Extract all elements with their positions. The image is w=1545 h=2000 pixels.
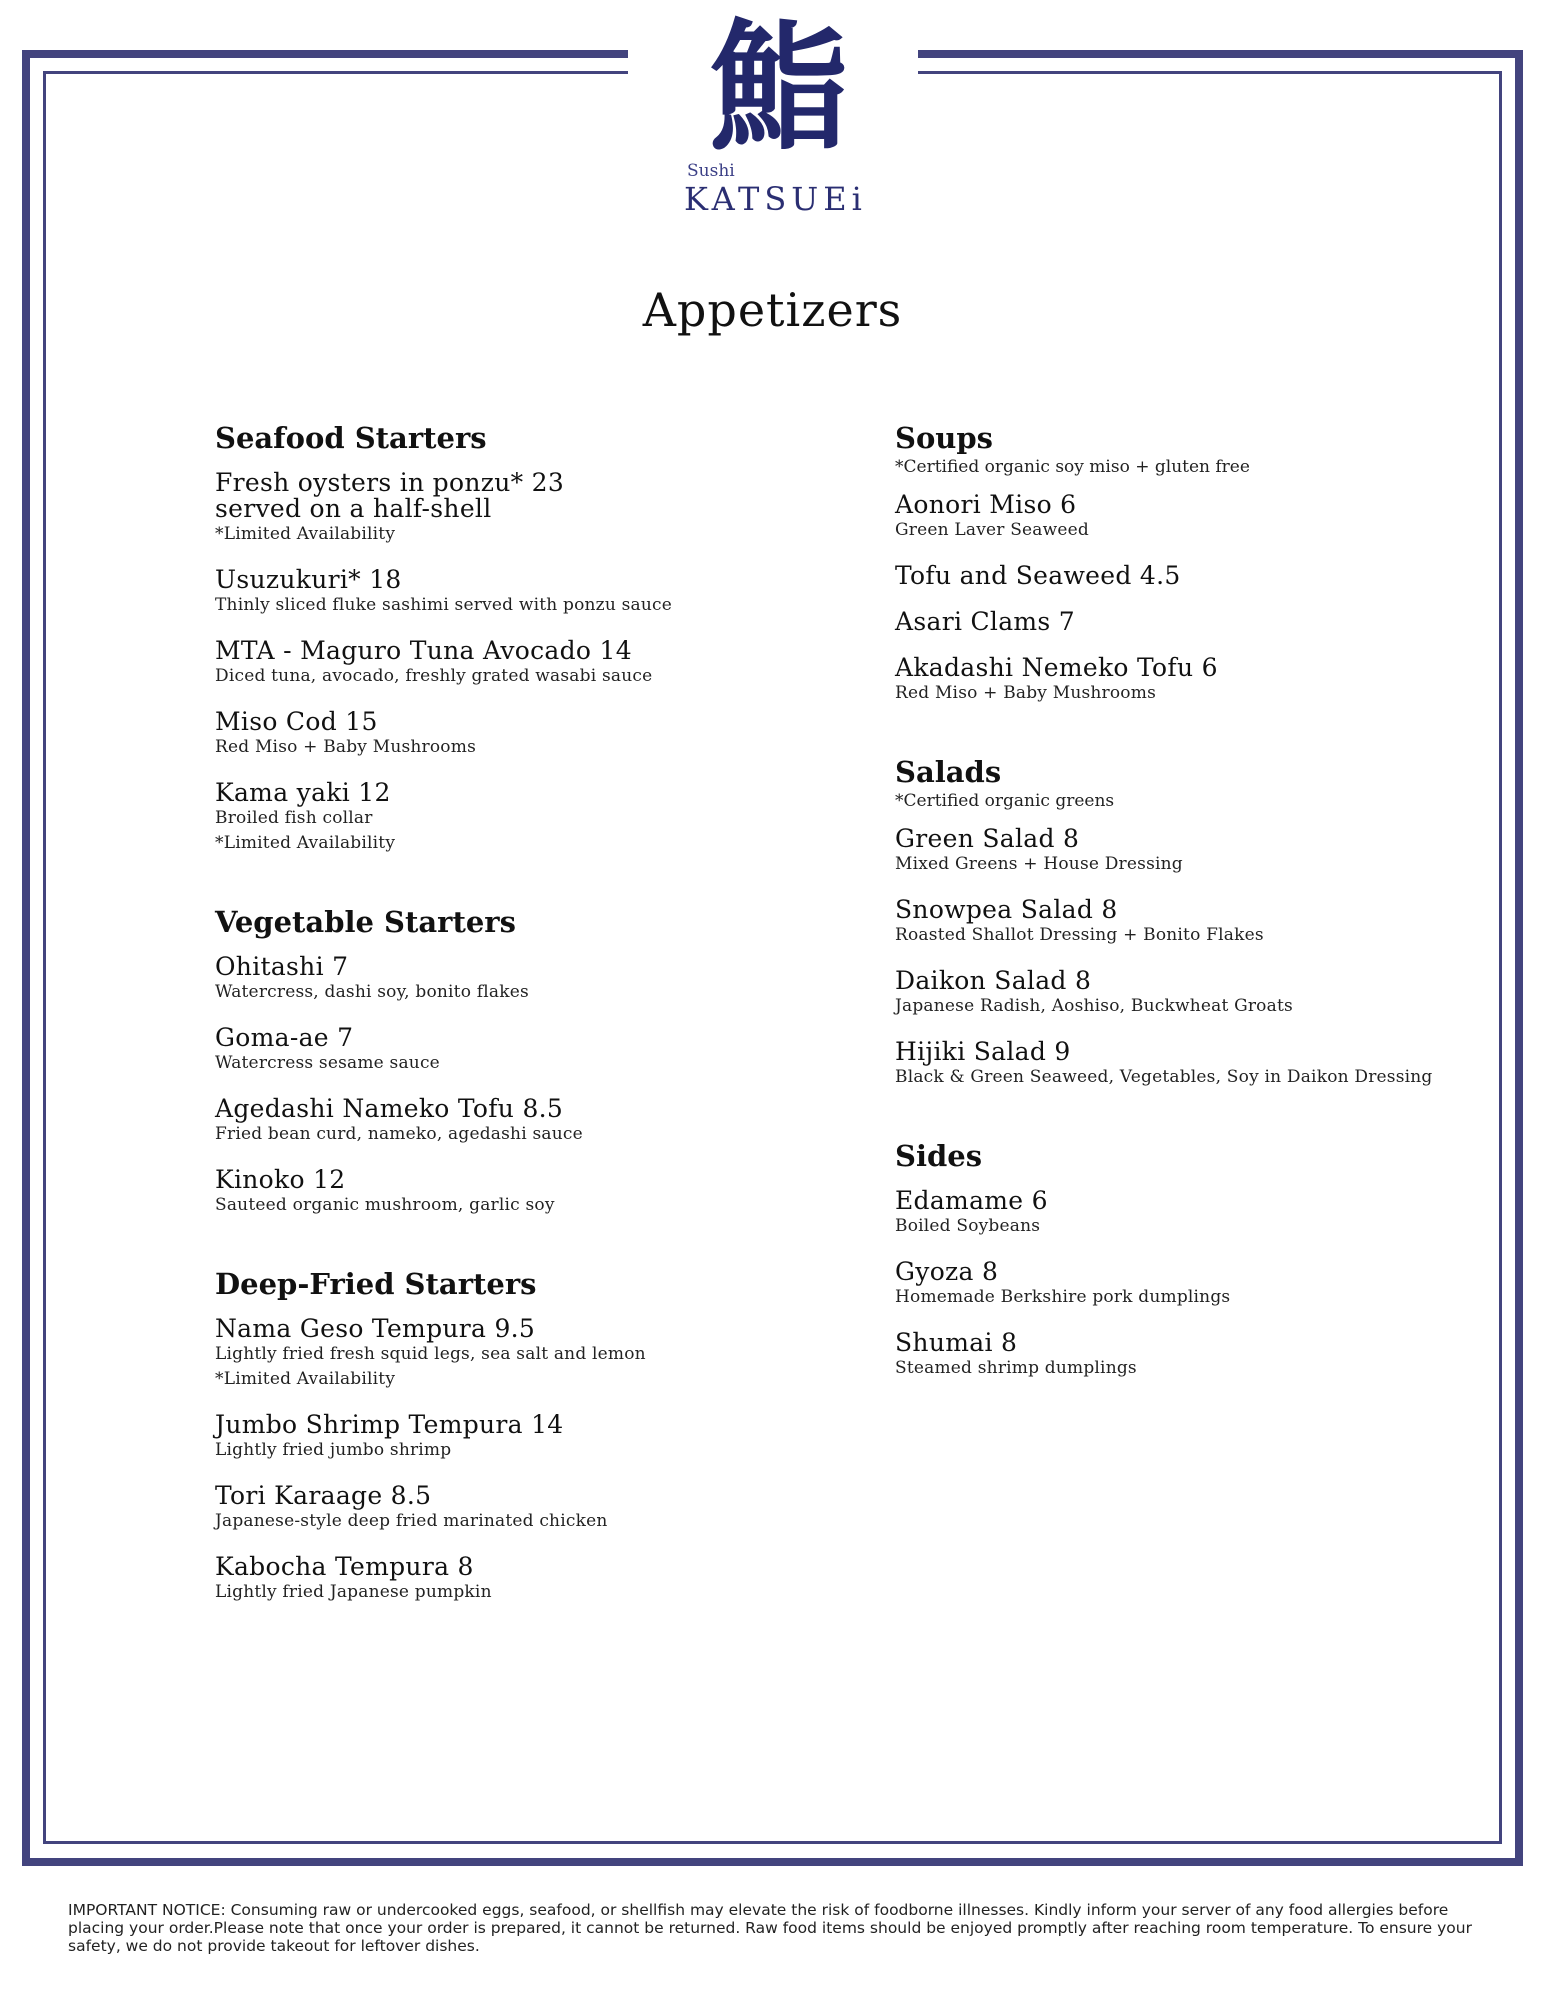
menu-item (895, 609, 1455, 635)
item-name: Asari Clams 7 (895, 607, 1075, 636)
menu-item (215, 470, 855, 547)
item-name: Shumai 8 (895, 1328, 1018, 1357)
item-desc: Fried bean curd, nameko, agedashi sauce (215, 1124, 583, 1144)
important-notice (68, 1901, 1488, 1955)
item-name: Tori Karaage 8.5 (215, 1481, 432, 1510)
item-desc: Japanese-style deep fried marinated chicken (215, 1511, 608, 1531)
menu-item (215, 1167, 855, 1218)
item-desc: Roasted Shallot Dressing + Bonito Flakes (895, 925, 1264, 945)
item-name: Aonori Miso 6 (895, 490, 1077, 519)
menu-item (215, 1316, 855, 1392)
section-title: Sides (895, 1139, 983, 1173)
item-name-line2: served on a half-shell (215, 494, 492, 523)
item-desc: Homemade Berkshire pork dumplings (895, 1287, 1231, 1307)
section-deep-fried-starters (215, 1266, 855, 1605)
item-name: Kabocha Tempura 8 (215, 1552, 474, 1581)
item-desc: Sauteed organic mushroom, garlic soy (215, 1195, 555, 1215)
item-desc: Red Miso + Baby Mushrooms (215, 737, 476, 757)
item-name: Daikon Salad 8 (895, 966, 1092, 995)
item-desc: Watercress, dashi soy, bonito flakes (215, 982, 529, 1002)
item-name: Kama yaki 12 (215, 778, 391, 807)
item-name: Usuzukuri* 18 (215, 565, 402, 594)
item-name: Akadashi Nemeko Tofu 6 (895, 653, 1218, 682)
item-desc: Boiled Soybeans (895, 1216, 1041, 1236)
item-desc: Thinly sliced fluke sashimi served with ponzu sauce (215, 595, 672, 615)
section-soups (895, 420, 1455, 706)
item-name: Fresh oysters in ponzu* 23 (215, 468, 565, 497)
menu-item (895, 655, 1455, 706)
menu-item (215, 780, 855, 856)
section-title: Deep-Fried Starters (215, 1267, 537, 1301)
item-name: MTA - Maguro Tuna Avocado 14 (215, 636, 632, 665)
left-column (215, 420, 855, 1653)
logo-sub: Sushi (687, 161, 735, 181)
item-desc: Black & Green Seaweed, Vegetables, Soy in Daikon Dressing (895, 1067, 1433, 1087)
item-name: Gyoza 8 (895, 1257, 999, 1286)
menu-item (215, 1554, 855, 1605)
item-name: Ohitashi 7 (215, 952, 349, 981)
item-name: Jumbo Shrimp Tempura 14 (215, 1410, 564, 1439)
item-name: Nama Geso Tempura 9.5 (215, 1314, 536, 1343)
item-desc: Japanese Radish, Aoshiso, Buckwheat Groats (895, 996, 1293, 1016)
section-vegetable-starters (215, 904, 855, 1218)
item-desc: Lightly fried fresh squid legs, sea salt and lemon (215, 1344, 646, 1364)
section-title: Vegetable Starters (215, 905, 516, 939)
item-name: Hijiki Salad 9 (895, 1037, 1071, 1066)
section-title: Salads (895, 755, 1002, 789)
item-desc: Mixed Greens + House Dressing (895, 854, 1183, 874)
section-sides (895, 1138, 1455, 1381)
menu-item (895, 826, 1455, 877)
item-desc: Lightly fried jumbo shrimp (215, 1440, 452, 1460)
section-title: Seafood Starters (215, 421, 487, 455)
menu-item (895, 492, 1455, 543)
item-name: Kinoko 12 (215, 1165, 346, 1194)
item-name: Miso Cod 15 (215, 707, 378, 736)
menu-item (215, 638, 855, 689)
item-desc: Watercress sesame sauce (215, 1053, 440, 1073)
menu-item (895, 1188, 1455, 1239)
right-column (895, 420, 1455, 1429)
item-name: Tofu and Seaweed 4.5 (895, 561, 1181, 590)
menu-item (895, 1259, 1455, 1310)
menu-item (215, 709, 855, 760)
item-name: Agedashi Nameko Tofu 8.5 (215, 1094, 564, 1123)
menu-item (215, 1096, 855, 1147)
item-desc: Diced tuna, avocado, freshly grated wasabi sauce (215, 666, 653, 686)
item-desc-note: *Limited Availability (215, 833, 396, 853)
menu-item (215, 567, 855, 618)
menu-item (215, 1412, 855, 1463)
item-desc: Broiled fish collar (215, 808, 373, 828)
menu-item (215, 1483, 855, 1534)
menu-item (215, 1025, 855, 1076)
item-name: Snowpea Salad 8 (895, 895, 1118, 924)
item-desc: Steamed shrimp dumplings (895, 1358, 1137, 1378)
section-note: *Certified organic greens (895, 791, 1115, 811)
item-name: Green Salad 8 (895, 824, 1080, 853)
menu-item (895, 968, 1455, 1019)
menu-item (895, 1039, 1455, 1090)
notice-label: IMPORTANT NOTICE: (68, 1901, 226, 1919)
section-title: Soups (895, 421, 993, 455)
section-salads (895, 754, 1455, 1090)
item-desc: *Limited Availability (215, 524, 396, 544)
section-seafood-starters (215, 420, 855, 856)
section-note: *Certified organic soy miso + gluten free (895, 457, 1250, 477)
item-desc: Red Miso + Baby Mushrooms (895, 683, 1156, 703)
page-title: Appetizers (642, 283, 903, 337)
menu-item (215, 954, 855, 1005)
restaurant-logo (660, 6, 890, 218)
item-desc: Lightly fried Japanese pumpkin (215, 1582, 492, 1602)
menu-item (895, 897, 1455, 948)
menu-item (895, 563, 1455, 589)
logo-kanji: 鮨 (708, 6, 849, 170)
logo-name: KATSUEi (684, 180, 867, 218)
item-desc: Green Laver Seaweed (895, 520, 1089, 540)
item-name: Goma-ae 7 (215, 1023, 354, 1052)
menu-item (895, 1330, 1455, 1381)
item-name: Edamame 6 (895, 1186, 1048, 1215)
item-desc-note: *Limited Availability (215, 1369, 396, 1389)
notice-text: Consuming raw or undercooked eggs, seafood, or shellfish may elevate the risk of foodborne illnesses. Kindly inform your server of any food allergies before placing your order.Please note that once your order is prepared, it cannot be returned. Raw food items should be enjoyed promptly after reaching room temperature. To ensure your safety, we do not provide takeout for leftover dishes. (68, 1901, 1472, 1955)
